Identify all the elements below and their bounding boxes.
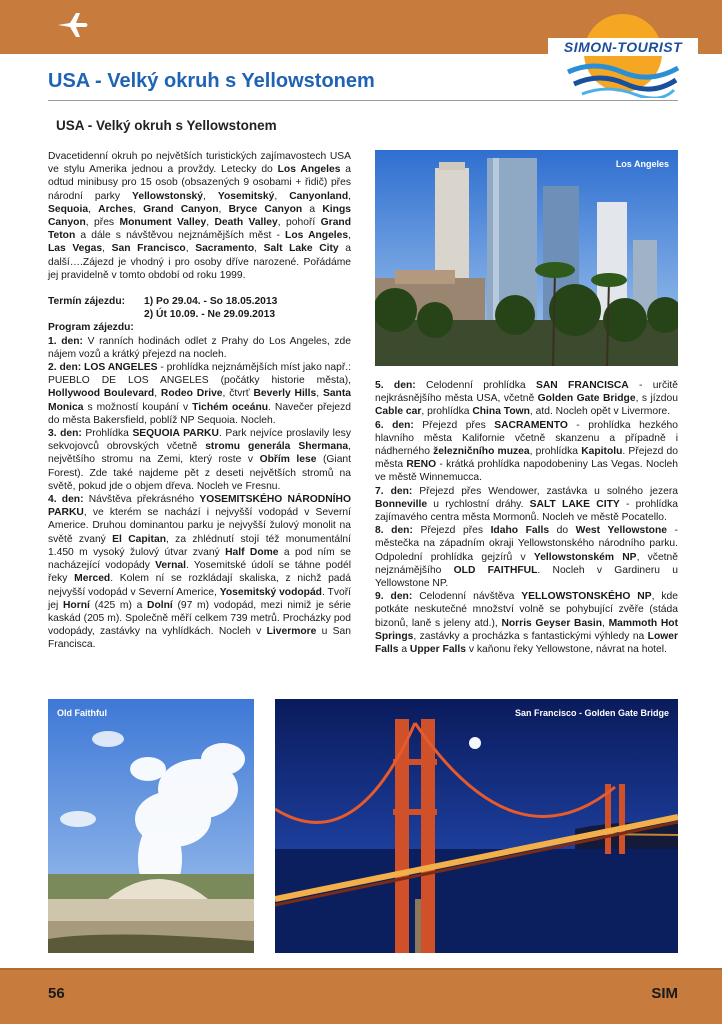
itinerary-day-run: . Park nejvíce proslavily lesy sekvojovců obrovských včetně — [48, 428, 351, 453]
itinerary-day-run: u rychlostní dráhy. — [427, 498, 530, 510]
term-label: Termín zájezdu: — [48, 296, 126, 308]
footer-label: SIM — [651, 985, 678, 1002]
golden-gate-photo — [275, 699, 678, 953]
itinerary-day-run: , — [316, 388, 323, 400]
intro-run: , — [102, 243, 112, 255]
itinerary-day-run: a pod ním se nacházející vodopády — [48, 546, 352, 572]
itinerary-day-run: Santa Monica — [48, 388, 351, 413]
intro-run: Sequoia — [48, 203, 89, 215]
itinerary-day-run: . Navečer přejezd do města Bakersfield, poblíž NP Sequoia. Nocleh. — [48, 401, 351, 426]
itinerary-day-run: Mammoth Hot Springs — [375, 617, 678, 642]
itinerary-day-run: 8. den: — [375, 525, 413, 537]
itinerary-day-run: V ranních hodinách odlet z Prahy do Los Angeles, zde nájem vozů a krátký přejezd na nocleh. — [48, 335, 352, 360]
itinerary-day-run: Dolní — [147, 599, 173, 611]
itinerary-day-run: Beverly Hills — [253, 388, 317, 400]
intro-run: Death Valley — [214, 217, 278, 229]
intro-run: , pohoří — [277, 217, 321, 229]
itinerary-day-right-1 — [375, 379, 678, 419]
itinerary-day-run: . Tvoří jej — [48, 586, 351, 611]
los-angeles-photo — [375, 150, 678, 366]
intro-run: , — [203, 190, 218, 202]
itinerary-day-run: 1. den: — [48, 335, 83, 347]
simon-tourist-logo — [548, 8, 698, 100]
itinerary-day-run: YOSEMITSKÉHO NÁRODNÍHO PARKU — [48, 494, 351, 519]
itinerary-day-run: 4. den: — [48, 494, 84, 506]
itinerary-day-run: železničního muzea — [433, 446, 530, 458]
old-faithful-photo — [48, 699, 254, 953]
itinerary-day-run: , s jízdou — [635, 393, 678, 405]
itinerary-day-run: - prohlídka zajímavého centra města Mormonů. Nocleh ve městě Pocatello. — [375, 498, 679, 524]
intro-run: San Francisco — [111, 243, 186, 255]
itinerary-day-run: Rodeo Drive — [160, 388, 223, 400]
itinerary-day-run: - určitě nejkrásnějšího města USA, včetně — [375, 380, 678, 405]
intro-run: Salt Lake City — [263, 243, 339, 255]
program-label: Program zájezdu: — [48, 322, 134, 334]
itinerary-day-run: Prohlídka — [81, 428, 133, 440]
itinerary-day-run: - krátká prohlídka napodobeniny Las Vegas. Nocleh ve městě Winnemucca. — [375, 459, 678, 484]
itinerary-day-run: Bonneville — [375, 498, 428, 510]
itinerary-day-run: - prohlídka hezkého hlavního města Kalifornie včetně skanzenu a případně i nádherného — [375, 419, 678, 458]
itinerary-day-run: - městečka na západním okraji Yellowstonského národního parku. Odpolední prohlídka gejzírů v — [375, 525, 678, 563]
intro-run: , — [206, 217, 215, 229]
intro-run: , — [348, 190, 351, 202]
itinerary-day-run: a — [398, 644, 410, 656]
itinerary-day-run: , zastávky a procházka s fantastickými výhledy na — [413, 630, 648, 642]
itinerary-day-run: (Giant Forest). Zde také najdeme pět z deseti největších stromů na světě, pokud jde o objem dřeva. Nocleh ve Fresnu. — [48, 454, 352, 492]
itinerary-day-run: Přejezd přes Wendower, zastávka u solného jezera — [412, 485, 678, 497]
term-date-2: 2) Út 10.09. - Ne 29.09.2013 — [144, 309, 276, 321]
itinerary-day-run: Obřím lese — [259, 454, 317, 466]
itinerary-day-run: SACRAMENTO — [494, 419, 568, 431]
itinerary-day-right-4 — [375, 524, 678, 590]
itinerary-day-run: Návštěva překrásného — [83, 494, 200, 506]
intro-run: , — [185, 243, 196, 255]
itinerary-day-run: , — [602, 617, 609, 629]
intro-run: Grand Teton — [48, 217, 351, 242]
article-subtitle: USA - Velký okruh s Yellowstonem — [56, 118, 277, 133]
itinerary-day-run: stromu generála Shermana — [205, 441, 349, 453]
itinerary-day-run: do — [549, 525, 576, 537]
itinerary-day-run: YELLOWSTONSKÉHO NP — [521, 591, 652, 603]
intro-run: Arches — [98, 203, 134, 215]
itinerary-day-run: - prohlídka nejznámějších míst jako např.: PUEBLO DE LOS ANGELES (počátky historie města), — [48, 362, 351, 387]
intro-run: Kings Canyon — [48, 203, 351, 229]
intro-run: , — [348, 230, 352, 242]
itinerary-day-run: , kde potkáte neskutečné množství volně se pohybující zvěře (stáda bizonů, laně s jeleny atd.), — [375, 591, 678, 629]
intro-run: Las Vegas — [48, 243, 103, 255]
itinerary-day-run: Tichém oceánu — [192, 401, 269, 413]
itinerary-day-run: Přejezd přes — [412, 525, 491, 537]
itinerary-left — [48, 335, 351, 652]
itinerary-day-run: , největšího stromu na Zemi, který roste v — [48, 441, 351, 466]
itinerary-day-run: Cable car — [375, 406, 422, 418]
itinerary-day-run: , — [154, 388, 161, 400]
itinerary-day-right-2 — [375, 419, 678, 485]
itinerary-day-run: 9. den: — [375, 591, 413, 603]
itinerary-day-run: 2. den: LOS ANGELES — [48, 362, 158, 374]
itinerary-day-run: , prohlídka — [421, 406, 473, 418]
itinerary-day-run: RENO — [406, 459, 437, 471]
intro-run: , — [254, 243, 264, 255]
itinerary-day-run: Celodenní návštěva — [412, 591, 522, 603]
itinerary-day-run: Norris Geyser Basin — [501, 617, 603, 629]
itinerary-right — [375, 379, 678, 656]
right-text-column — [375, 379, 678, 656]
itinerary-day-run: Hollywood Boulevard — [48, 388, 155, 400]
intro-run: Dvacetidenní okruh po největších turistických zajímavostech USA ve stylu Amerika jednou a provždy. Letecky do — [48, 151, 351, 176]
intro-run: Grand Canyon — [143, 203, 219, 215]
term-date-1: 1) Po 29.04. - So 18.05.2013 — [144, 296, 278, 308]
itinerary-day-run: (425 m) a — [89, 599, 148, 611]
itinerary-day-run: 7. den: — [375, 485, 413, 497]
intro-run: , přes — [85, 217, 120, 229]
itinerary-day-right-3 — [375, 485, 678, 525]
intro-run: Sacramento — [195, 243, 255, 255]
old-faithful-caption: Old Faithful — [57, 708, 107, 718]
intro-run: , — [88, 203, 99, 215]
itinerary-day-run: Přejezd přes — [413, 419, 495, 431]
itinerary-day-run: Upper Falls — [409, 644, 466, 656]
itinerary-day-run: China Town — [472, 406, 530, 418]
itinerary-day-run: Half Dome — [225, 546, 279, 558]
itinerary-day-run: Kapitolu — [581, 446, 623, 458]
intro-run: , — [274, 190, 290, 202]
itinerary-day-run: (97 m) vodopád, mezi nimiž je série kaskád (205 m). Společně měří celkem 739 metrů. Procházky pod vodopády, zastávky na vyhlídkách. Nocleh v — [48, 599, 351, 638]
itinerary-day-left-1 — [48, 335, 351, 361]
intro-run: a odtud minibusy pro 15 osob (obsazených 9 osobami + řidič) přes národní parky — [48, 164, 351, 202]
itinerary-day-run: , ve kterém se nachází i nejvyšší vodopád v Severní Americe. Druhou dominantou parku je nejvyšší žulový monolit na světě zvaný — [48, 507, 351, 545]
itinerary-day-run: v kaňonu řeky Yellowstone, návrat na hotel. — [466, 644, 667, 656]
itinerary-day-run: Lower Falls — [375, 630, 678, 656]
itinerary-day-run: Celodenní prohlídka — [415, 380, 536, 391]
itinerary-day-run: Horní — [63, 599, 90, 611]
itinerary-day-run: SEQUOIA PARKU — [132, 428, 219, 440]
intro-run: Yellowstonský — [132, 190, 204, 202]
intro-run: a dále s návštěvou nejznámějších měst - — [75, 230, 286, 242]
itinerary-day-run: Golden Gate Bridge — [537, 393, 636, 405]
intro-run: Los Angeles — [285, 230, 349, 242]
itinerary-day-left-4 — [48, 493, 351, 651]
itinerary-day-run: SALT LAKE CITY — [529, 498, 620, 510]
itinerary-day-run: , atd. Nocleh opět v Livermore. — [529, 406, 671, 418]
itinerary-day-run: , včetně nejznámějšího — [375, 551, 678, 576]
itinerary-day-run: 5. den: — [375, 380, 416, 391]
itinerary-day-run: OLD FAITHFUL — [453, 564, 538, 576]
itinerary-day-run: SAN FRANCISCA — [535, 380, 629, 391]
itinerary-day-run: Vernal — [155, 560, 187, 572]
itinerary-day-left-2 — [48, 361, 351, 427]
itinerary-day-run: Yosemitský vodopád — [219, 586, 322, 598]
waves-icon — [564, 58, 682, 98]
logo-text: SIMON-TOURIST — [548, 38, 698, 56]
intro-run: , — [133, 203, 144, 215]
itinerary-day-run: , prohlídka — [529, 446, 582, 458]
itinerary-day-run: El Capitan — [112, 533, 166, 545]
page-title: USA - Velký okruh s Yellowstonem — [48, 70, 375, 92]
itinerary-day-run: 3. den: — [48, 428, 82, 440]
itinerary-day-run: Yellowstonském NP — [533, 551, 637, 563]
footer-band — [0, 970, 722, 1024]
itinerary-day-run: . Nocleh v Gardineru u Yellowstone NP. — [375, 564, 678, 590]
itinerary-day-run: 6. den: — [375, 419, 414, 431]
golden-gate-caption: San Francisco - Golden Gate Bridge — [514, 708, 669, 718]
intro-run: Los Angeles — [277, 164, 341, 176]
intro-run: a další….Zájezd je vhodný i pro osoby dříve narozené. Pořádáme jej pravidelně v tomto období od roku 1999. — [48, 243, 351, 281]
itinerary-day-left-3 — [48, 427, 351, 493]
itinerary-day-run: West Yellowstone — [575, 525, 667, 537]
itinerary-day-run: Livermore — [266, 626, 317, 638]
itinerary-day-right-5 — [375, 590, 678, 656]
itinerary-day-run: . Kolem ní se rozkládají skaliska, z nichž padá nejvyšší vodopád v Severní Americe, — [48, 573, 351, 598]
intro-run: Yosemitský — [217, 190, 275, 202]
itinerary-day-run: Merced — [74, 573, 111, 585]
itinerary-day-run: , za zhlédnutí stojí též monumentální 1.450 m vysoký žulový útvar zvaný — [48, 533, 352, 558]
term-block — [48, 295, 351, 321]
itinerary-day-run: s možností koupání v — [83, 401, 193, 413]
itinerary-day-run: , čtvrť — [222, 388, 254, 400]
itinerary-day-run: u San Francisca. — [48, 626, 351, 651]
intro-run: a — [302, 203, 323, 215]
page-number: 56 — [48, 985, 65, 1002]
itinerary-day-run: . Přejezd do města — [375, 446, 678, 471]
intro-run: Monument Valley — [119, 217, 207, 229]
los-angeles-caption: Los Angeles — [615, 159, 669, 169]
intro-paragraph — [48, 150, 351, 282]
title-divider — [48, 100, 678, 101]
intro-run: Canyonland — [289, 190, 349, 202]
itinerary-day-run: . Yosemitské údolí se táhne podél řeky — [48, 560, 351, 585]
itinerary-day-run: Idaho Falls — [490, 525, 550, 537]
intro-run: Bryce Canyon — [228, 203, 303, 215]
left-text-column — [48, 150, 351, 652]
intro-run: , — [218, 203, 229, 215]
airplane-icon — [56, 10, 90, 40]
